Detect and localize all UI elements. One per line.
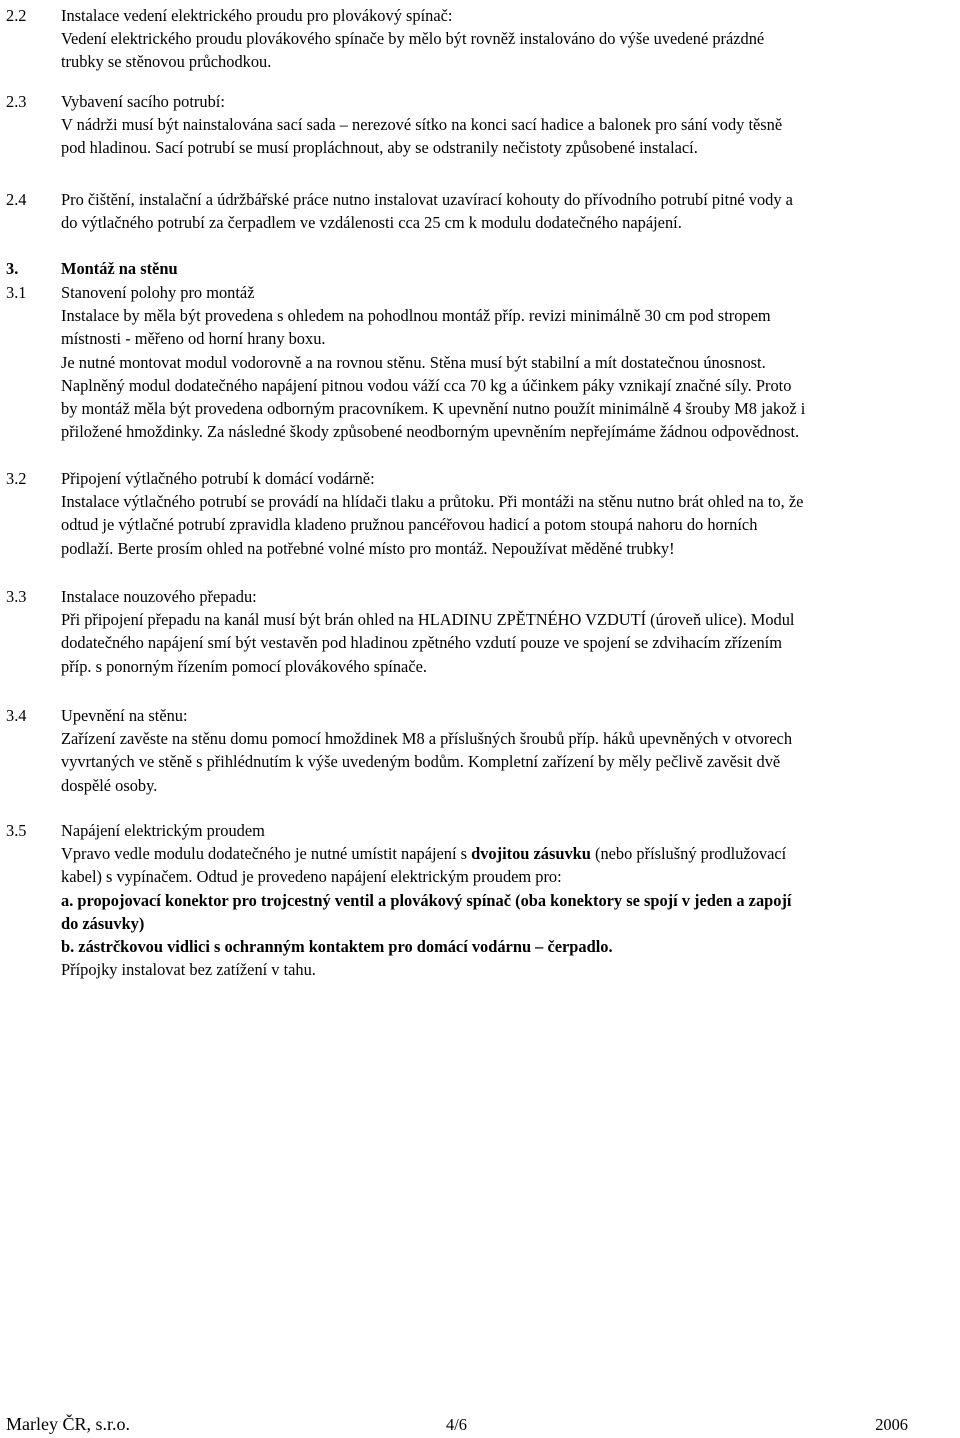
section-2-3	[6, 90, 956, 160]
section-3-2	[6, 467, 956, 560]
paragraph-line: místnosti - měřeno od horní hrany boxu.	[61, 329, 326, 349]
section-title: Instalace vedení elektrického proudu pro plovákový spínač:	[61, 6, 453, 25]
footer-page-number: 4/6	[446, 1415, 467, 1434]
paragraph-line: Zařízení zavěste na stěnu domu pomocí hmoždinek M8 a příslušných šroubů příp. háků upevněných v otvorech	[61, 729, 793, 749]
paragraph-line: trubky se stěnovou průchodkou.	[61, 52, 272, 72]
paragraph-line: do výtlačného potrubí za čerpadlem ve vzdálenosti cca 25 cm k modulu dodatečného napájení.	[61, 213, 682, 233]
footer-company: Marley ČR, s.r.o.	[6, 1414, 130, 1434]
section-title: Stanovení polohy pro montáž	[61, 283, 255, 302]
paragraph-line: Při připojení přepadu na kanál musí být brán ohled na HLADINU ZPĚTNÉHO VZDUTÍ (úroveň ulice). Modul	[61, 610, 795, 630]
list-item-a-continued: do zásuvky)	[61, 913, 145, 933]
section-number: 2.2	[6, 6, 27, 25]
section-2-4	[6, 188, 956, 234]
section-3-5	[6, 819, 956, 981]
section-3-4	[6, 704, 956, 797]
section-number: 2.3	[6, 92, 27, 111]
section-3-heading	[6, 257, 956, 280]
paragraph-line: podlaží. Berte prosím ohled na potřebné volné místo pro montáž. Nepoužívat měděné trubky!	[61, 538, 675, 558]
emphasis-double-socket: dvojitou zásuvku	[471, 844, 591, 864]
paragraph-line: Instalace by měla být provedena s ohledem na pohodlnou montáž příp. revizi minimálně 30 cm pod stropem	[61, 306, 771, 326]
section-title: Upevnění na stěnu:	[61, 706, 188, 725]
section-number: 3.3	[6, 587, 27, 606]
paragraph-line: by montáž měla být provedena odborným pracovníkem. K upevnění nutno použít minimálně 4 šrouby M8 jakož i	[61, 399, 806, 419]
paragraph-line: Vedení elektrického proudu plovákového spínače by mělo být rovněž instalováno do výše uvedené prázdné	[61, 29, 765, 49]
footer-year: 2006	[875, 1415, 908, 1434]
section-number: 3.	[6, 259, 19, 278]
section-number: 2.4	[6, 190, 27, 209]
paragraph-line: kabel) s vypínačem. Odtud je provedeno napájení elektrickým proudem pro:	[61, 867, 562, 887]
paragraph-line: V nádrži musí být nainstalována sací sada – nerezové sítko na konci sací hadice a balonek pro sání vody těsně	[61, 115, 783, 135]
section-3-1	[6, 281, 956, 443]
paragraph-line: pod hladinou. Sací potrubí se musí propláchnout, aby se odstranily nečistoty způsobené instalací.	[61, 138, 698, 158]
paragraph-line: dospělé osoby.	[61, 775, 158, 795]
section-title: Připojení výtlačného potrubí k domácí vodárně:	[61, 469, 375, 488]
page-footer	[6, 1413, 908, 1437]
section-2-2	[6, 4, 956, 74]
paragraph-line: Instalace výtlačného potrubí se provádí na hlídači tlaku a průtoku. Při montáži na stěnu nutno brát ohled na to, že	[61, 492, 804, 512]
paragraph-line: vyvrtaných ve stěně s přihlédnutím k výše uvedeným bodům. Kompletní zařízení by měly pečlivě zavěsit dvě	[61, 752, 781, 772]
section-title: Napájení elektrickým proudem	[61, 821, 265, 840]
paragraph-line: Přípojky instalovat bez zatížení v tahu.	[61, 960, 316, 980]
paragraph-line: Pro čištění, instalační a údržbářské práce nutno instalovat uzavírací kohouty do přívodního potrubí pitné vody a	[61, 190, 793, 209]
section-title: Vybavení sacího potrubí:	[61, 92, 225, 111]
paragraph-line: dodatečného napájení smí být vestavěn pod hladinou zpětného vzdutí pouze ve spojení se zdvihacím zřízením	[61, 633, 782, 653]
section-title: Montáž na stěnu	[61, 259, 178, 278]
list-item-b: b. zástrčkovou vidlici s ochranným kontaktem pro domácí vodárnu – čerpadlo.	[61, 937, 613, 957]
paragraph-line: Naplněný modul dodatečného napájení pitnou vodou váží cca 70 kg a účinkem páky vznikají značné síly. Proto	[61, 375, 792, 395]
paragraph-line: Je nutné montovat modul vodorovně a na rovnou stěnu. Stěna musí být stabilní a mít dostatečnou únosnost.	[61, 352, 766, 372]
paragraph-line: přiložené hmoždinky. Za následné škody způsobené neodborným upevněním nepřejímáme žádnou odpovědnost.	[61, 422, 800, 442]
paragraph-line: příp. s ponorným řízením pomocí plovákového spínače.	[61, 656, 427, 676]
section-number: 3.5	[6, 821, 27, 840]
paragraph-line: Vpravo vedle modulu dodatečného je nutné umístit napájení s dvojitou zásuvku (nebo příslušný prodlužovací	[61, 844, 787, 864]
paragraph-line: odtud je výtlačné potrubí zpravidla kladeno pružnou pancéřovou hadicí a potom stoupá nahoru do horních	[61, 515, 758, 535]
section-3-3	[6, 585, 956, 678]
section-number: 3.1	[6, 283, 27, 302]
list-item-a: a. propojovací konektor pro trojcestný ventil a plovákový spínač (oba konektory se spojí v jeden a zapojí	[61, 890, 792, 910]
section-number: 3.2	[6, 469, 27, 488]
section-title: Instalace nouzového přepadu:	[61, 587, 257, 606]
section-number: 3.4	[6, 706, 27, 725]
